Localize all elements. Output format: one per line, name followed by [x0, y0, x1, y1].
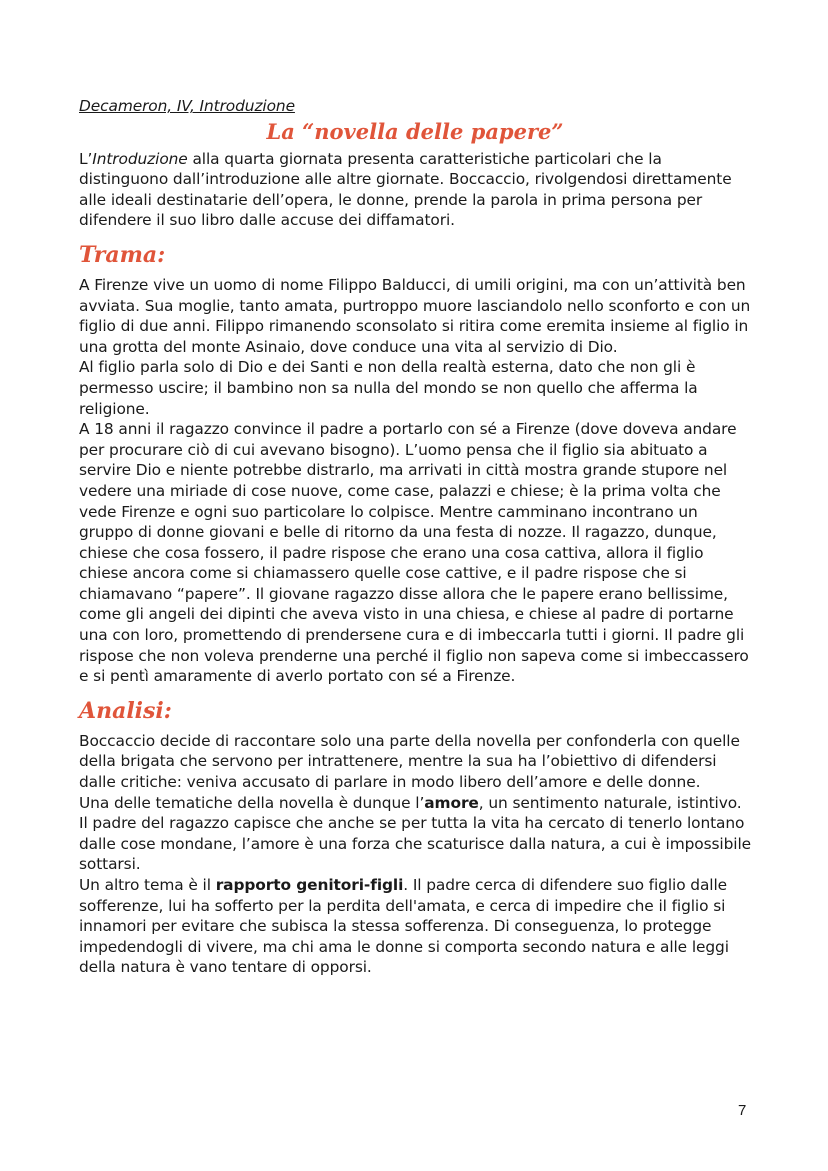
intro-emphasis: Introduzione — [92, 149, 188, 168]
section-heading-analisi: Analisi: — [79, 697, 172, 724]
analisi-paragraph-2 — [79, 793, 751, 875]
analisi-paragraph-1: Boccaccio decide di raccontare solo una parte della novella per confonderla con quelle della brigata che servono per intrattenere, mentre la sua ha l’obiettivo di difendersi dalle critiche: veniva accusato di parlare in modo libero dell’amore e delle donne. — [79, 731, 740, 792]
analisi-paragraph-3 — [79, 875, 751, 978]
document-page — [79, 96, 751, 978]
breadcrumb: Decameron, IV, Introduzione — [79, 97, 295, 115]
intro-prefix: L’ — [79, 149, 93, 168]
analisi-p2-end: , un sentimento naturale, istintivo. Il padre del ragazzo capisce che anche se per tutta la vita ha cercato di tenerlo lontano dalle cose mondane, l’amore è una forza che scaturisce dalla natura, a cui è impossibile sottarsi. — [79, 793, 752, 874]
trama-paragraph-3: A 18 anni il ragazzo convince il padre a portarlo con sé a Firenze (dove doveva andare per procurare ciò di cui avevano bisogno). L’uomo pensa che il figlio sia abituato a servire Dio e niente potrebbe distrarlo, ma arrivati in città mostra grande stupore nel vedere una miriade di cose nuove, come case, palazzi e chiese; è la prima volta che vede Firenze e ogni suo particolare lo colpisce. Mentre camminano incontrano un gruppo di donne giovani e belle di ritorno da una festa di nozze. Il ragazzo, dunque, chiese che cosa fossero, il padre rispose che erano una cosa cattiva, allora il figlio chiese ancora come si chiamassero quelle cose cattive, e il padre rispose che si chiamavano “papere”. Il giovane ragazzo disse allora che le papere erano bellissime, come gli angeli dei dipinti che aveva visto in una chiesa, e chiese al padre di portarne una con loro, promettendo di prendersene cura e di imbeccarla tutti i giorni. Il padre gli rispose che non voleva prenderne una perché il figlio non sapeva come si imbeccassero e si pentì amaramente di averlo portato con sé a Firenze. — [79, 420, 749, 686]
keyword-amore: amore — [424, 793, 479, 812]
analisi-p3-start: Un altro tema è il — [79, 876, 216, 894]
section-heading-trama: Trama: — [79, 241, 166, 268]
analisi-p3-end: . Il padre cerca di difendere suo figlio dalle sofferenze, lui ha sofferto per la perdita dell'amata, e cerca di impedire che il figlio si innamori per evitare che subisca la stessa sofferenza. Di conseguenza, lo protegge impedendogli di vivere, ma chi ama le donne si comporta secondo natura e alle leggi della natura è vano tentare di opporsi. — [79, 876, 729, 977]
keyword-rapporto: rapporto genitori-figli — [215, 876, 404, 894]
intro-text: alla quarta giornata presenta caratteristiche particolari che la distinguono dall’introduzione alle altre giornate. Boccaccio, rivolgendosi direttamente alle ideali destinatarie dell’opera, le donne, prende la parola in prima persona per difendere il suo libro dalle accuse dei diffamatori. — [79, 149, 732, 230]
analisi-p2-start: Una delle tematiche della novella è dunque l’ — [79, 793, 425, 812]
intro-paragraph — [79, 149, 751, 231]
trama-paragraph-2: Al figlio parla solo di Dio e dei Santi e non della realtà esterna, dato che non gli è permesso uscire; il bambino non sa nulla del mondo se non quello che afferma la religione. — [79, 358, 698, 418]
page-title: La “novella delle papere” — [266, 118, 564, 144]
page-number: 7 — [738, 1102, 747, 1119]
trama-paragraph-1: A Firenze vive un uomo di nome Filippo Balducci, di umili origini, ma con un’attività ben avviata. Sua moglie, tanto amata, purtroppo muore lasciandolo nello sconforto e con un figlio di due anni. Filippo rimanendo sconsolato si ritira come eremita insieme al figlio in una grotta del monte Asinaio, dove conduce una vita al servizio di Dio. — [79, 275, 751, 356]
